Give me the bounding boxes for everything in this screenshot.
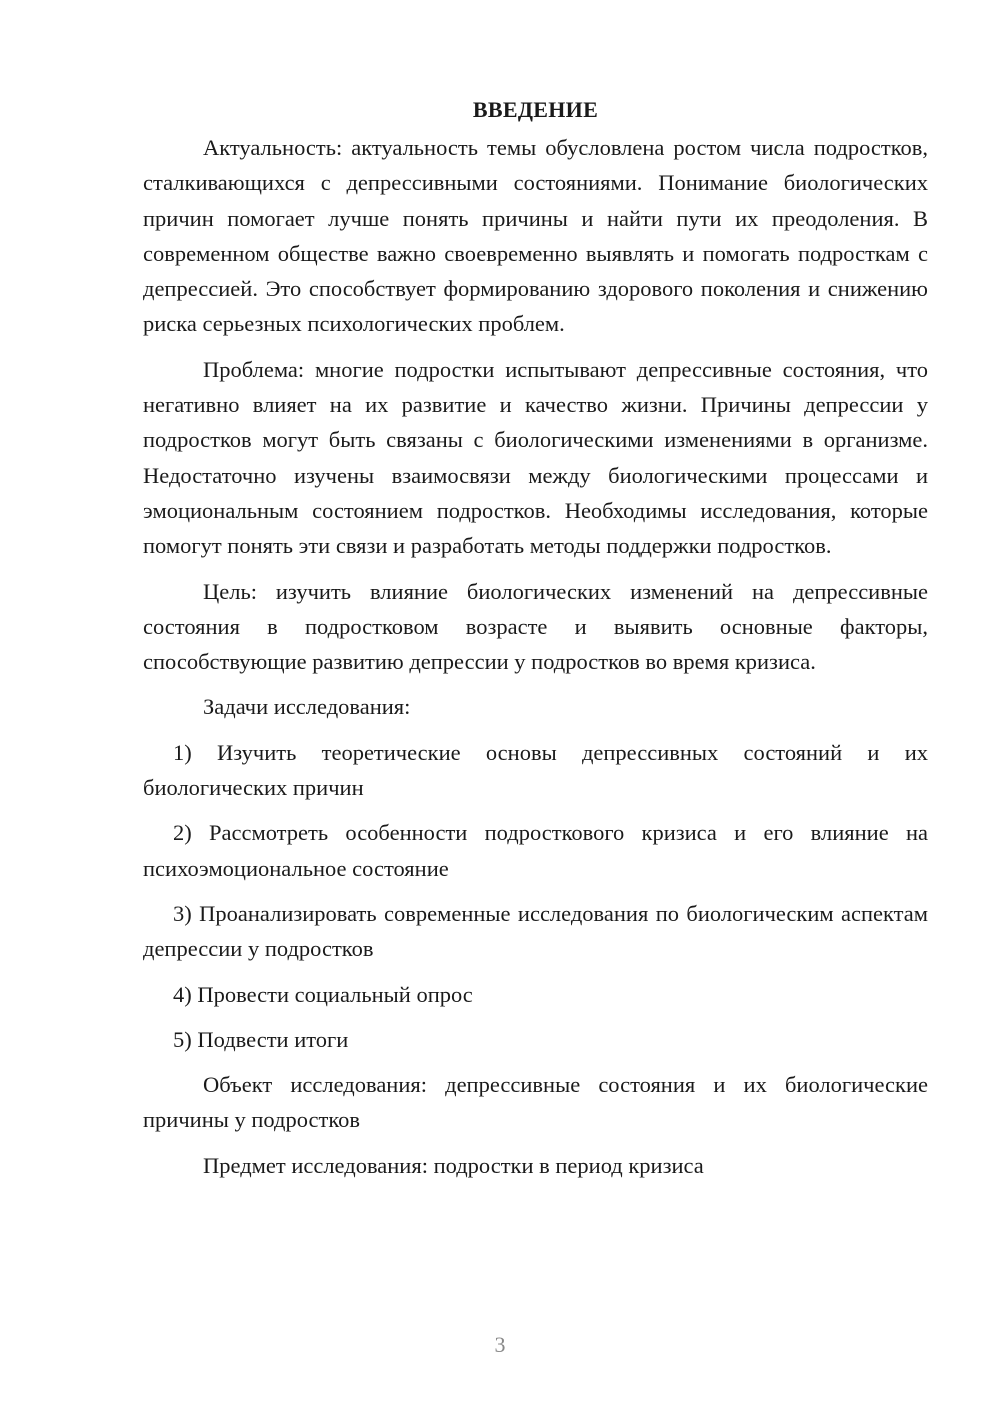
task-item: 1) Изучить теоретические основы депрессивных состояний и их биологических причин: [143, 739, 928, 801]
task-item: 3) Проанализировать современные исследования по биологическим аспектам депрессии у подростков: [143, 900, 928, 962]
relevance-paragraph: Актуальность: актуальность темы обусловлена ростом числа подростков, сталкивающихся с депрессивными состояниями. Понимание биологических причин помогает лучше понять причины и найти пути их преодоления. В современном обществе важно своевременно выявлять и помогать подросткам с депрессией. Это способствует формированию здорового поколения и снижению риска серьезных психологических проблем.: [143, 135, 928, 337]
tasks-heading: Задачи исследования:: [203, 694, 411, 720]
page-title: ВВЕДЕНИЕ: [472, 97, 599, 122]
task-item: 4) Провести социальный опрос: [173, 981, 473, 1007]
object-paragraph: Объект исследования: депрессивные состояния и их биологические причины у подростков: [143, 1072, 928, 1133]
task-item: 2) Рассмотреть особенности подросткового кризиса и его влияние на психоэмоциональное состояние: [143, 820, 928, 881]
problem-paragraph: Проблема: многие подростки испытывают депрессивные состояния, что негативно влияет на их развитие и качество жизни. Причины депрессии у подростков могут быть связаны с биологическими изменениями в организме. Недостаточно изучены взаимосвязи между биологическими процессами и эмоциональным состоянием подростков. Необходимы исследования, которые помогут понять эти связи и разработать методы поддержки подростков.: [143, 356, 928, 559]
page-number: 3: [494, 1332, 506, 1357]
goal-paragraph: Цель: изучить влияние биологических изменений на депрессивные состояния в подростковом возрасте и выявить основные факторы, способствующие развитию депрессии у подростков во время кризиса.: [143, 578, 928, 675]
tasks-list: [143, 735, 928, 1057]
subject-paragraph: Предмет исследования: подростки в период кризиса: [203, 1152, 704, 1178]
document-page: [143, 92, 928, 1193]
task-item: 5) Подвести итоги: [173, 1026, 349, 1052]
